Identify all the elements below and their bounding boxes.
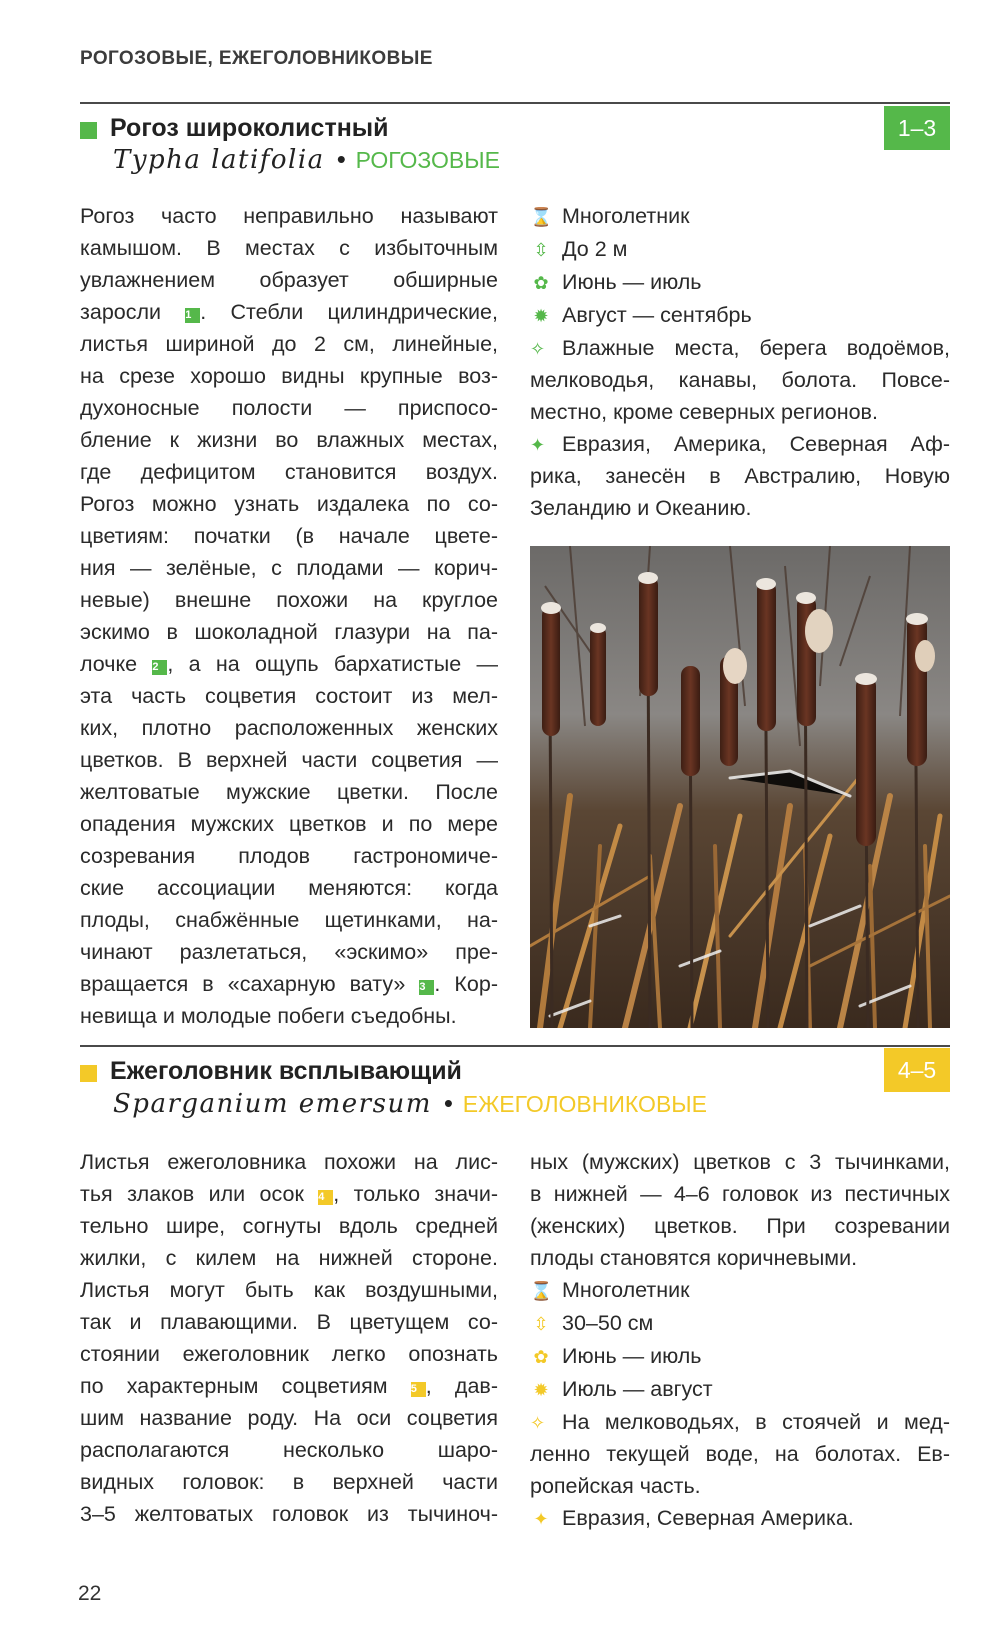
bullet: •: [443, 1088, 453, 1118]
text-fragment: , дав-: [425, 1374, 498, 1398]
fact-text: Влажные места, берега водоёмов,: [562, 336, 950, 360]
fact-lifespan: [530, 1274, 950, 1307]
text-line: желтоватые мужские цветки. После: [80, 780, 498, 804]
species1-facts: [530, 200, 950, 524]
species2-title: Ежеголовник всплывающий: [110, 1057, 462, 1085]
hourglass-icon: ⌛: [530, 207, 553, 227]
species2-description-right: [530, 1146, 950, 1535]
fact-habitat: [530, 332, 950, 364]
fact-text: Июнь — июль: [562, 270, 702, 294]
fact-flowering: [530, 1340, 950, 1373]
bullet: •: [336, 144, 346, 174]
text-line: (женских) цветков. При созревании: [530, 1214, 950, 1238]
text-line: видных головок: в верхней части: [80, 1470, 498, 1494]
text-fragment: , только значи-: [333, 1182, 499, 1206]
text-line: невые) внешне похожи на круглое: [80, 588, 498, 612]
fact-text: На мелководьях, в стоячей и мед-: [562, 1410, 950, 1434]
photo-marker-3: 3: [419, 980, 434, 995]
text-line: располагаются несколько шаро-: [80, 1438, 498, 1462]
text-line: невища и молодые побеги съедобны.: [80, 1004, 457, 1028]
photo-marker-4: 4: [318, 1190, 333, 1205]
fact-fruiting: [530, 1373, 950, 1406]
species2-family: ЕЖЕГОЛОВНИКОВЫЕ: [462, 1091, 707, 1117]
running-head: РОГОЗОВЫЕ, ЕЖЕГОЛОВНИКОВЫЕ: [80, 48, 433, 69]
text-line: увлажнением образует обширные: [80, 268, 498, 292]
flower-icon: ✿: [533, 1347, 549, 1367]
yellow-square-icon: [80, 1065, 97, 1082]
photo-marker-5: 5: [411, 1382, 426, 1397]
text-line: Рогоз часто неправильно называют: [80, 204, 498, 228]
text-line: Листья могут быть как воздушными,: [80, 1278, 498, 1302]
text-fragment: по характерным соцветиям: [80, 1374, 388, 1398]
species1-title: Рогоз широколистный: [110, 114, 389, 142]
photo-marker-1: 1: [185, 308, 200, 323]
text-line: цветиям: початки (в начале цвете-: [80, 524, 498, 548]
fact-text: Евразия, Америка, Северная Аф-: [562, 432, 950, 456]
fact-range: [530, 1502, 950, 1535]
text-line: созревания плодов гастрономиче-: [80, 844, 498, 868]
text-fragment: , а на ощупь бархатистые —: [167, 652, 498, 676]
photo-marker-2: 2: [152, 660, 167, 675]
text-line: Листья ежеголовника похожи на лис-: [80, 1150, 498, 1174]
text-line: плоды, снабжённые щетинками, на-: [80, 908, 498, 932]
text-line: опадения мужских цветков и по мере: [80, 812, 498, 836]
text-line: где дефицитом становится воздух.: [80, 460, 498, 484]
page-number: 22: [78, 1582, 102, 1605]
text-line: 3–5 желтоватых головок из тычиноч-: [80, 1502, 498, 1526]
habitat-icon: ✧: [530, 339, 546, 359]
species1-latin-name: Typha latifolia: [113, 145, 325, 175]
text-line: ных (мужских) цветков с 3 тычинками,: [530, 1150, 950, 1174]
text-fragment: тья злаков или осок: [80, 1182, 304, 1206]
text-line: ские ассоциации меняются: когда: [80, 876, 498, 900]
text-line: тельно шире, согнуты вдоль средней: [80, 1214, 498, 1238]
text-line: чинают разлетаться, «эскимо» пре-: [80, 940, 498, 964]
text-line: [80, 968, 498, 1000]
range-icon: ✦: [530, 435, 546, 455]
text-line: [80, 1178, 498, 1210]
species2-latin-line: [113, 1088, 707, 1119]
text-line: эскимо в шоколадной глазури на па-: [80, 620, 498, 644]
text-line: шим название роду. На оси соцветия: [80, 1406, 498, 1430]
fact-text: Евразия, Северная Америка.: [562, 1506, 854, 1530]
fact-text: Июнь — июль: [562, 1344, 702, 1368]
fact-range: [530, 428, 950, 460]
text-line: листья шириной до 2 см, линейные,: [80, 332, 498, 356]
cattail-photo: [530, 546, 950, 1028]
height-arrow-icon: ⇳: [533, 1314, 549, 1334]
text-line: ленно текущей воде, на болотах. Ев-: [530, 1442, 950, 1466]
fact-height: [530, 1307, 950, 1340]
height-arrow-icon: ⇳: [533, 240, 549, 260]
fact-text: 30–50 см: [562, 1311, 654, 1335]
species1-description: [80, 200, 498, 1032]
text-line: местно, кроме северных регионов.: [530, 400, 878, 424]
text-line: рика, занесён в Австралию, Новую: [530, 464, 950, 488]
range-icon: ✦: [533, 1509, 549, 1529]
fact-habitat: [530, 1406, 950, 1438]
text-fragment: заросли: [80, 300, 162, 324]
species2-description-left: [80, 1146, 498, 1530]
text-line: [80, 648, 498, 680]
fact-fruiting: [530, 299, 950, 332]
text-line: ропейская часть.: [530, 1474, 701, 1498]
fact-height: [530, 233, 950, 266]
text-line: цветков. В верхней части соцветия —: [80, 748, 498, 772]
text-line: на срезе хорошо видны крупные воз-: [80, 364, 498, 388]
text-line: ния — зелёные, с плодами — корич-: [80, 556, 498, 580]
text-line: жилки, с килем на нижней стороне.: [80, 1246, 498, 1270]
habitat-icon: ✧: [530, 1413, 546, 1433]
green-square-icon: [80, 122, 97, 139]
text-line: стоянии ежеголовник легко опознать: [80, 1342, 498, 1366]
text-line: духоносные полости — приспосо-: [80, 396, 498, 420]
text-line: так и плавающими. В цветущем со-: [80, 1310, 498, 1334]
text-line: плоды становятся коричневыми.: [530, 1246, 858, 1270]
section-rule: [80, 1045, 950, 1047]
fact-text: До 2 м: [562, 237, 628, 261]
species1-photo-badge: 1–3: [884, 106, 950, 150]
fruit-icon: ✹: [533, 306, 549, 326]
text-fragment: вращается в «сахарную вату»: [80, 972, 406, 996]
flower-icon: ✿: [533, 273, 549, 293]
fruit-icon: ✹: [533, 1380, 549, 1400]
text-line: мелководья, канавы, болота. Повсе-: [530, 368, 950, 392]
text-fragment: лочке: [80, 652, 138, 676]
text-line: бление к жизни во влажных местах,: [80, 428, 498, 452]
species1-latin-line: [113, 144, 500, 175]
text-fragment: . Стебли цилиндрические,: [200, 300, 498, 324]
cattail-illustration: [530, 546, 950, 1028]
section-rule: [80, 102, 950, 104]
fact-lifespan: [530, 200, 950, 233]
fact-text: Многолетник: [562, 1278, 690, 1302]
text-line: ких, плотно расположенных женских: [80, 716, 498, 740]
species2-photo-badge: 4–5: [884, 1048, 950, 1092]
text-line: камышом. В местах с избыточным: [80, 236, 498, 260]
text-line: эта часть соцветия состоит из мел-: [80, 684, 498, 708]
fact-text: Август — сентябрь: [562, 303, 752, 327]
hourglass-icon: ⌛: [530, 1281, 553, 1301]
fact-text: Июль — август: [562, 1377, 713, 1401]
text-fragment: . Кор-: [434, 972, 498, 996]
text-line: Рогоз можно узнать издалека по со-: [80, 492, 498, 516]
text-line: Зеландию и Океанию.: [530, 496, 752, 520]
species1-family: РОГОЗОВЫЕ: [355, 147, 500, 173]
text-line: [80, 296, 498, 328]
fact-text: Многолетник: [562, 204, 690, 228]
text-line: в нижней — 4–6 головок из пестичных: [530, 1182, 950, 1206]
species2-latin-name: Sparganium emersum: [113, 1089, 432, 1119]
fact-flowering: [530, 266, 950, 299]
text-line: [80, 1370, 498, 1402]
